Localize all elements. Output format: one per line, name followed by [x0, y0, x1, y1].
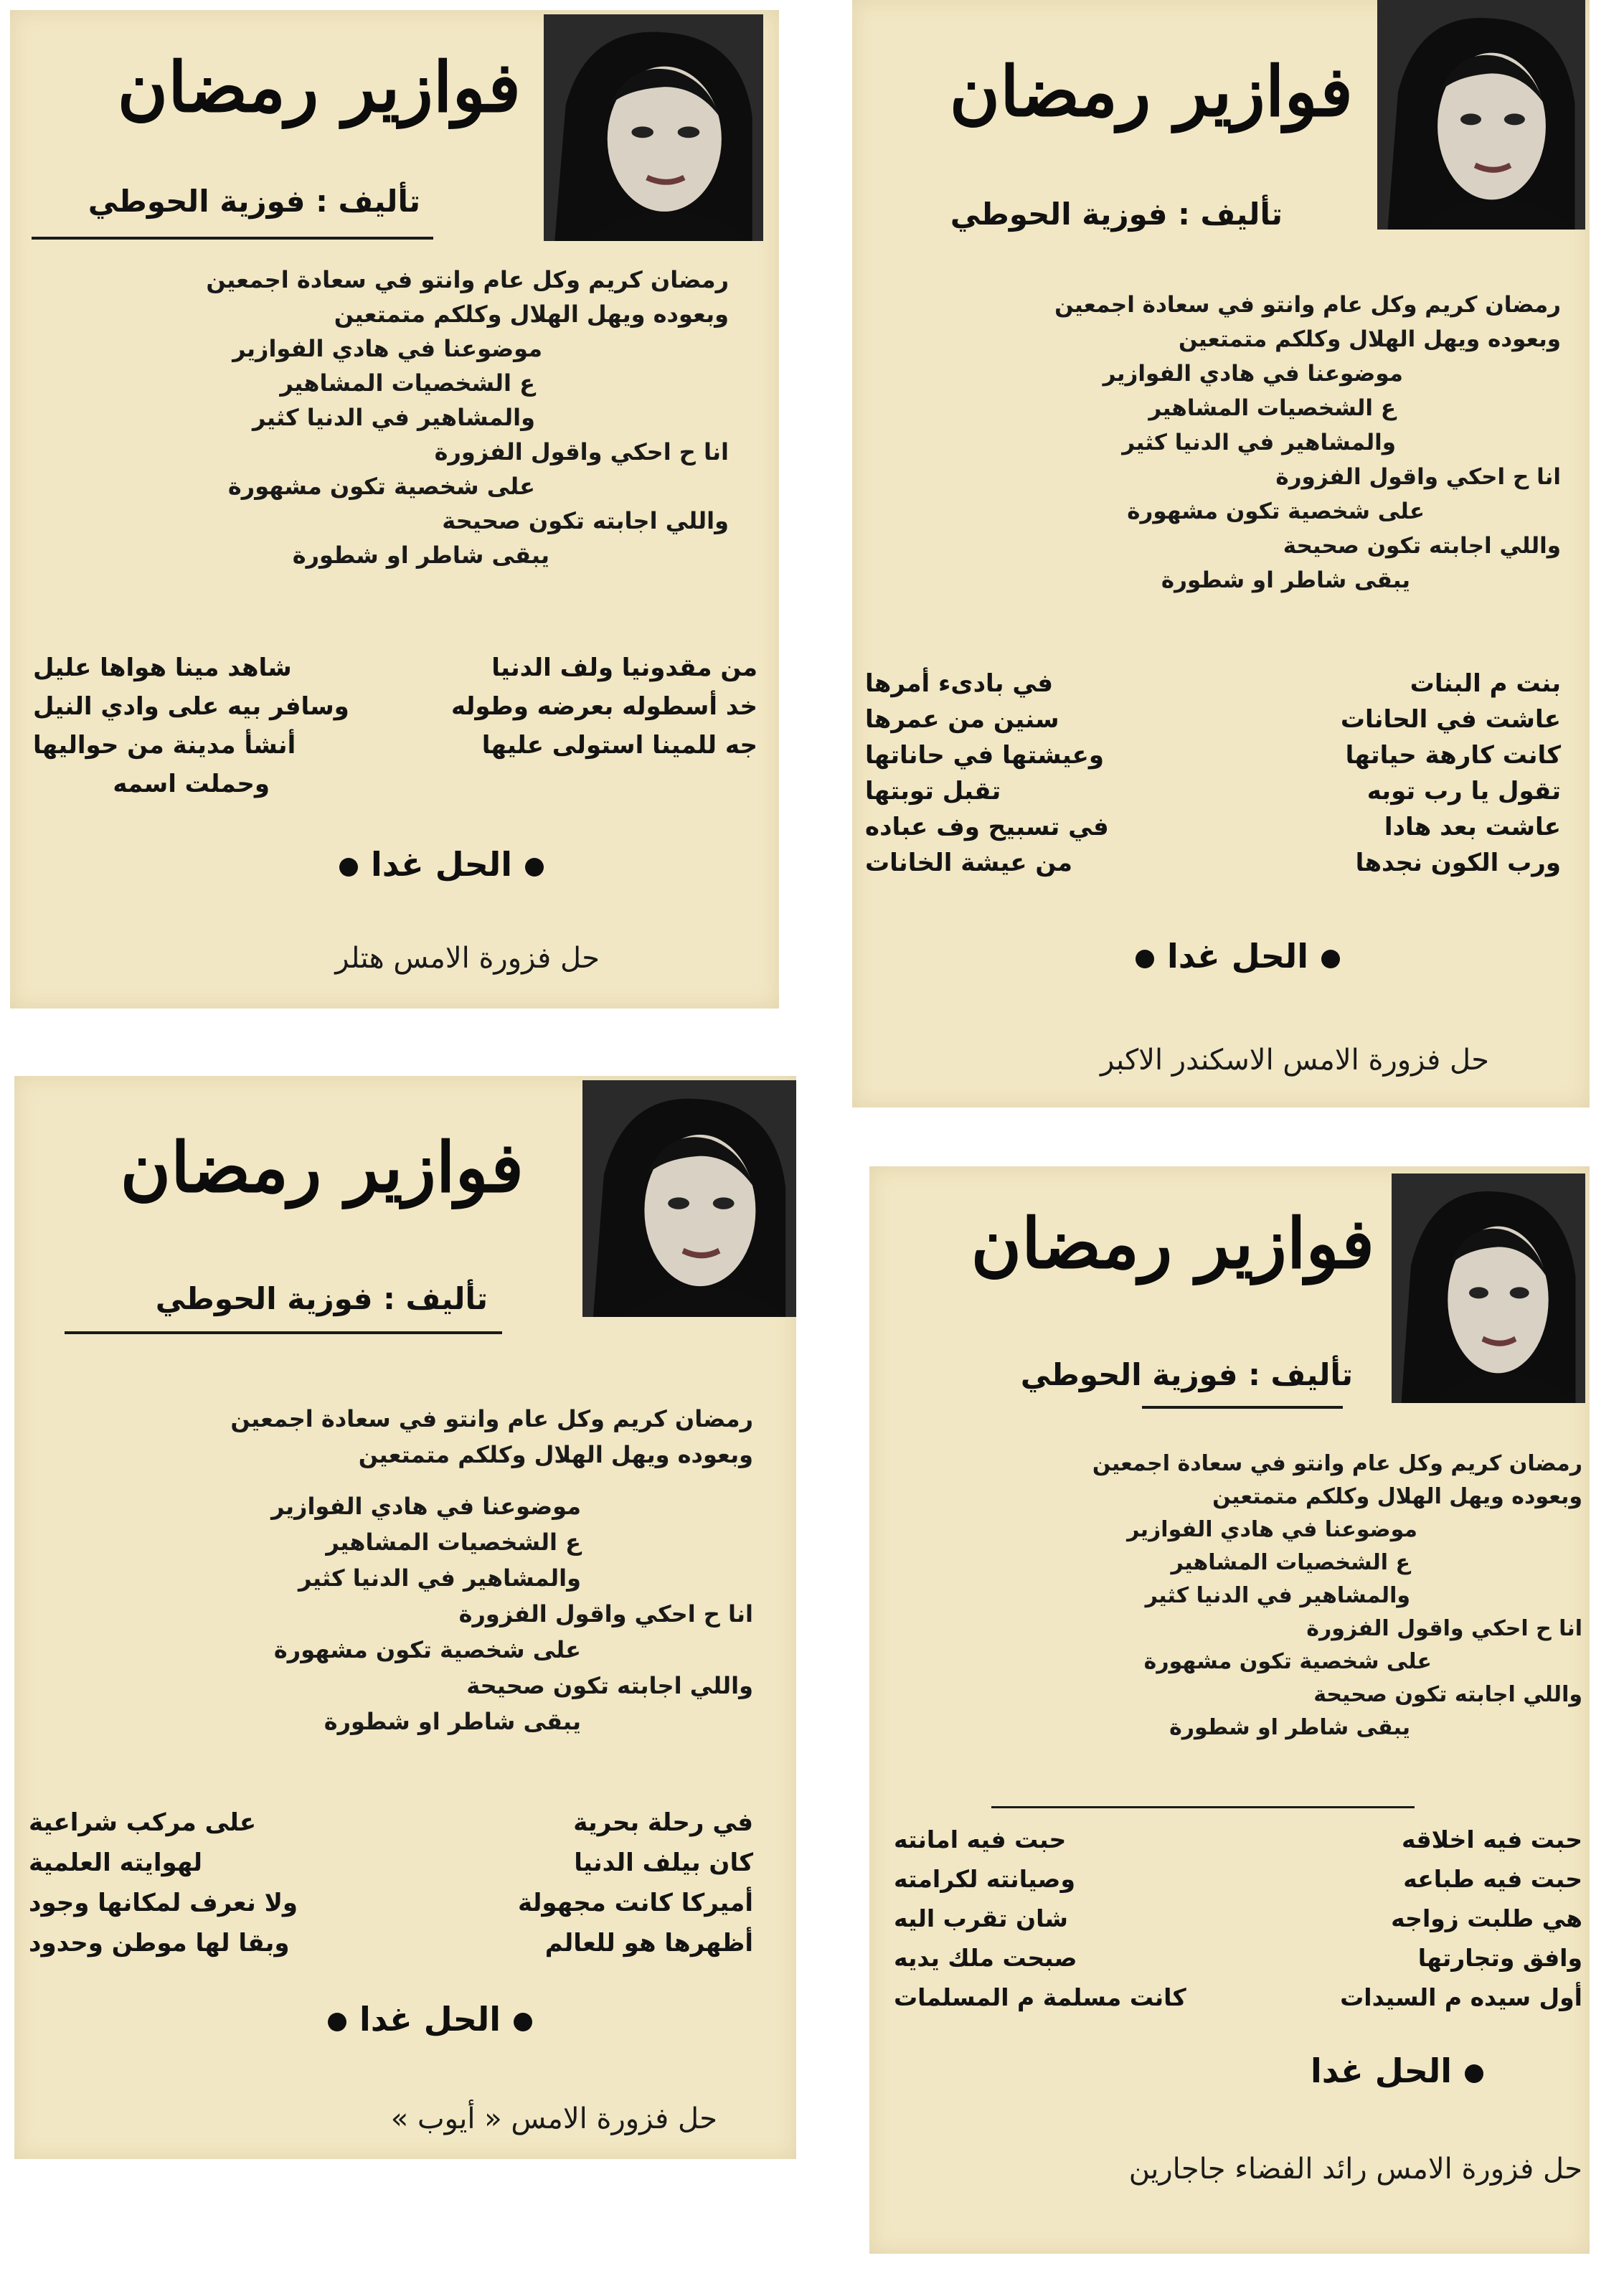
stanza-half: وسافر بيه على وادي النيل	[33, 692, 349, 721]
clipping-2	[852, 0, 1590, 1108]
stanza-half	[270, 772, 757, 796]
author-credit: تأليف : فوزية الحوطي	[1020, 1357, 1353, 1392]
solution-label: الحل غدا	[1166, 937, 1308, 976]
stanza-row	[33, 772, 757, 796]
stanza-half: أول سيده م السيدات	[1340, 1983, 1582, 2011]
author-photo	[1392, 1173, 1585, 1403]
verse-line: يبقى شاطر او شطورة	[1161, 567, 1410, 593]
verse-line: ع الشخصيات المشاهير	[326, 1529, 581, 1556]
verse-line: وبعوده ويهل الهلال وكلكم متمتعين	[1212, 1484, 1582, 1509]
solution-heading	[326, 845, 557, 884]
stanza-half: حبت فيه طباعه	[1403, 1865, 1582, 1893]
stanza-row	[865, 851, 1561, 875]
portrait-image	[1377, 0, 1585, 230]
stanza-row	[33, 694, 757, 719]
clipping-3	[14, 1076, 796, 2159]
stanza-half: شاهد مينا هواها عليل	[33, 653, 292, 682]
solution-label: الحل غدا	[359, 2000, 501, 2039]
intro-verses	[11, 268, 729, 567]
verse-line: على شخصية تكون مشهورة	[273, 1636, 581, 1663]
verse-line: وبعوده ويهل الهلال وكلكم متمتعين	[1178, 326, 1561, 352]
previous-answer: حل فزورة الامس رائد الفضاء جاجارين	[1128, 2153, 1582, 2186]
verse-line: يبقى شاطر او شطورة	[324, 1708, 581, 1735]
intro-verses	[872, 1453, 1582, 1739]
column-logo: فوازير رمضان	[120, 1127, 524, 1208]
verse-line: رمضان كريم وكل عام وانتو في سعادة اجمعين	[230, 1405, 753, 1432]
bullet-icon	[514, 2013, 532, 2031]
portrait-image	[1392, 1173, 1585, 1403]
stanza-half: أظهرها هو للعالم	[544, 1929, 753, 1957]
riddle-stanza	[865, 671, 1561, 875]
stanza-half: بنت م البنات	[1410, 669, 1561, 698]
verse-line: ع الشخصيات المشاهير	[1171, 1550, 1410, 1575]
stanza-half: وحملت اسمه	[113, 770, 270, 798]
stanza-row	[894, 1985, 1582, 2009]
stanza-half: كان بيلف الدنيا	[574, 1848, 753, 1877]
verse-line: موضوعنا في هادي الفوازير	[1103, 361, 1403, 387]
verse-line: ع الشخصيات المشاهير	[280, 369, 535, 397]
author-credit: تأليف : فوزية الحوطي	[88, 184, 420, 219]
verse-line: واللي اجابته تكون صحيحة	[1283, 533, 1561, 559]
author-credit: تأليف : فوزية الحوطي	[950, 197, 1283, 232]
stanza-half: وعيشتها في حاناتها	[865, 741, 1105, 770]
previous-answer: حل فزورة الامس « أيوب »	[390, 2102, 717, 2135]
stanza-half: في رحلة بحرية	[573, 1808, 753, 1837]
stanza-half: صبحت ملك يديه	[894, 1944, 1077, 1972]
stanza-half: حبت فيه اخلاقه	[1401, 1826, 1582, 1853]
portrait-image	[544, 14, 763, 241]
stanza-row	[865, 671, 1561, 696]
verse-line: والمشاهير في الدنيا كثير	[298, 1564, 581, 1592]
author-underline	[32, 237, 433, 240]
bullet-icon	[328, 2013, 346, 2031]
author-photo	[544, 14, 763, 241]
stanza-row	[865, 815, 1561, 839]
stanza-half: أميركا كانت مجهولة	[518, 1889, 753, 1917]
stanza-half: وافق وتجارتها	[1417, 1944, 1582, 1972]
bullet-icon	[339, 858, 358, 877]
verse-line: انا ح احكي واقول الفزورة	[458, 1600, 753, 1628]
stanza-half: على مركب شراعية	[29, 1808, 257, 1837]
clipping-4	[869, 1166, 1590, 2254]
verse-line: واللي اجابته تكون صحيحة	[466, 1672, 753, 1699]
verse-line: والمشاهير في الدنيا كثير	[1145, 1583, 1410, 1608]
stanza-half: وبقا لها موطن وحدود	[29, 1929, 290, 1957]
portrait-image	[582, 1080, 796, 1317]
bullet-icon	[1465, 2064, 1483, 2083]
stanza-half: ولا نعرف لمكانها وجود	[29, 1889, 298, 1917]
verse-line: انا ح احكي واقول الفزورة	[1275, 464, 1561, 490]
stanza-row	[865, 777, 1561, 806]
column-logo: فوازير رمضان	[949, 51, 1353, 132]
stanza-half: سنين من عمرها	[865, 705, 1059, 734]
stanza-half: جه للمينا استولى عليها	[481, 731, 757, 760]
verse-line: على شخصية تكون مشهورة	[1143, 1649, 1432, 1674]
stanza-half: تقبل توبتها	[865, 777, 1001, 806]
stanza-row	[894, 1946, 1582, 1970]
author-underline	[1142, 1406, 1343, 1409]
stanza-row	[865, 707, 1561, 732]
clipping-1	[10, 10, 779, 1009]
stanza-half: من مقدونيا ولف الدنيا	[491, 653, 757, 682]
column-logo: فوازير رمضان	[117, 47, 521, 128]
bullet-icon	[1136, 950, 1154, 968]
verse-line: يبقى شاطر او شطورة	[1169, 1715, 1410, 1740]
verse-line: على شخصية تكون مشهورة	[1127, 499, 1425, 524]
stanza-row	[29, 1931, 753, 1955]
previous-answer: حل فزورة الامس الاسكندر الاكبر	[1100, 1044, 1489, 1077]
verse-line: رمضان كريم وكل عام وانتو في سعادة اجمعين	[1054, 292, 1561, 318]
verse-line: رمضان كريم وكل عام وانتو في سعادة اجمعين	[206, 266, 729, 293]
solution-heading	[315, 2000, 545, 2039]
verse-line: موضوعنا في هادي الفوازير	[232, 335, 542, 362]
stanza-half: كانت كارهة حياتها	[1345, 741, 1561, 770]
stanza-half: لهوايته العلمية	[29, 1848, 203, 1877]
bullet-icon	[525, 858, 544, 877]
stanza-half: من عيشة الخانات	[865, 849, 1073, 877]
riddle-stanza	[29, 1810, 753, 1955]
author-underline	[65, 1331, 502, 1334]
stanza-row	[894, 1867, 1582, 1891]
solution-label: الحل غدا	[1310, 2051, 1452, 2090]
stanza-row	[865, 743, 1561, 768]
riddle-stanza	[894, 1828, 1582, 2009]
verse-line: رمضان كريم وكل عام وانتو في سعادة اجمعين	[1092, 1451, 1582, 1476]
bullet-icon	[1321, 950, 1340, 968]
riddle-stanza	[33, 653, 757, 798]
stanza-row	[29, 1848, 753, 1877]
intro-verses	[858, 294, 1561, 592]
stanza-half: هي طلبت زواجه	[1391, 1904, 1582, 1932]
verse-line: انا ح احكي واقول الفزورة	[1306, 1616, 1582, 1641]
verse-line: واللي اجابته تكون صحيحة	[442, 507, 729, 534]
author-photo	[582, 1080, 796, 1317]
verse-line: وبعوده ويهل الهلال وكلكم متمتعين	[358, 1441, 753, 1468]
stanza-half: عاشت بعد هادا	[1384, 813, 1561, 841]
verse-line: موضوعنا في هادي الفوازير	[1127, 1517, 1417, 1542]
stanza-row	[894, 1904, 1582, 1932]
stanza-row	[33, 653, 757, 682]
author-credit: تأليف : فوزية الحوطي	[155, 1281, 488, 1316]
verse-line: واللي اجابته تكون صحيحة	[1313, 1682, 1582, 1707]
stanza-half: تقول يا رب توبه	[1366, 777, 1561, 806]
stanza-half: وصيانته لكرامته	[894, 1865, 1075, 1893]
stanza-row	[29, 1891, 753, 1915]
stanza-row	[894, 1828, 1582, 1851]
author-photo	[1377, 0, 1585, 230]
column-logo: فوازير رمضان	[971, 1203, 1374, 1284]
verse-line: انا ح احكي واقول الفزورة	[434, 438, 729, 466]
intro-verses	[22, 1407, 753, 1733]
stanza-half: خد أسطوله بعرضه وطوله	[450, 692, 757, 721]
verse-line: على شخصية تكون مشهورة	[227, 473, 535, 500]
stanza-half: عاشت في الحانات	[1340, 705, 1561, 734]
stanza-half: كانت مسلمة م المسلمات	[894, 1983, 1186, 2011]
stanza-half: ورب الكون نجدها	[1355, 849, 1561, 877]
solution-heading	[1310, 2051, 1496, 2090]
stanza-half: أنشأ مدينة من حواليها	[33, 731, 296, 760]
verse-line: ع الشخصيات المشاهير	[1148, 395, 1396, 421]
stanza-half: حبت فيه امانته	[894, 1826, 1067, 1853]
section-divider	[991, 1806, 1415, 1808]
previous-answer: حل فزورة الامس هتلر	[335, 942, 600, 975]
verse-line: يبقى شاطر او شطورة	[292, 542, 549, 569]
stanza-row	[33, 731, 757, 760]
solution-label: الحل غدا	[370, 845, 512, 884]
stanza-half: في بادىء أمرها	[865, 669, 1054, 698]
stanza-half: شان تقرب اليه	[894, 1904, 1069, 1932]
stanza-row	[29, 1810, 753, 1835]
solution-heading	[1123, 937, 1353, 976]
verse-line: موضوعنا في هادي الفوازير	[271, 1493, 581, 1520]
verse-line: والمشاهير في الدنيا كثير	[1122, 430, 1396, 455]
verse-line: والمشاهير في الدنيا كثير	[252, 404, 535, 431]
stanza-half: في تسبيح وف عباده	[865, 813, 1109, 841]
verse-line: وبعوده ويهل الهلال وكلكم متمتعين	[334, 301, 729, 328]
